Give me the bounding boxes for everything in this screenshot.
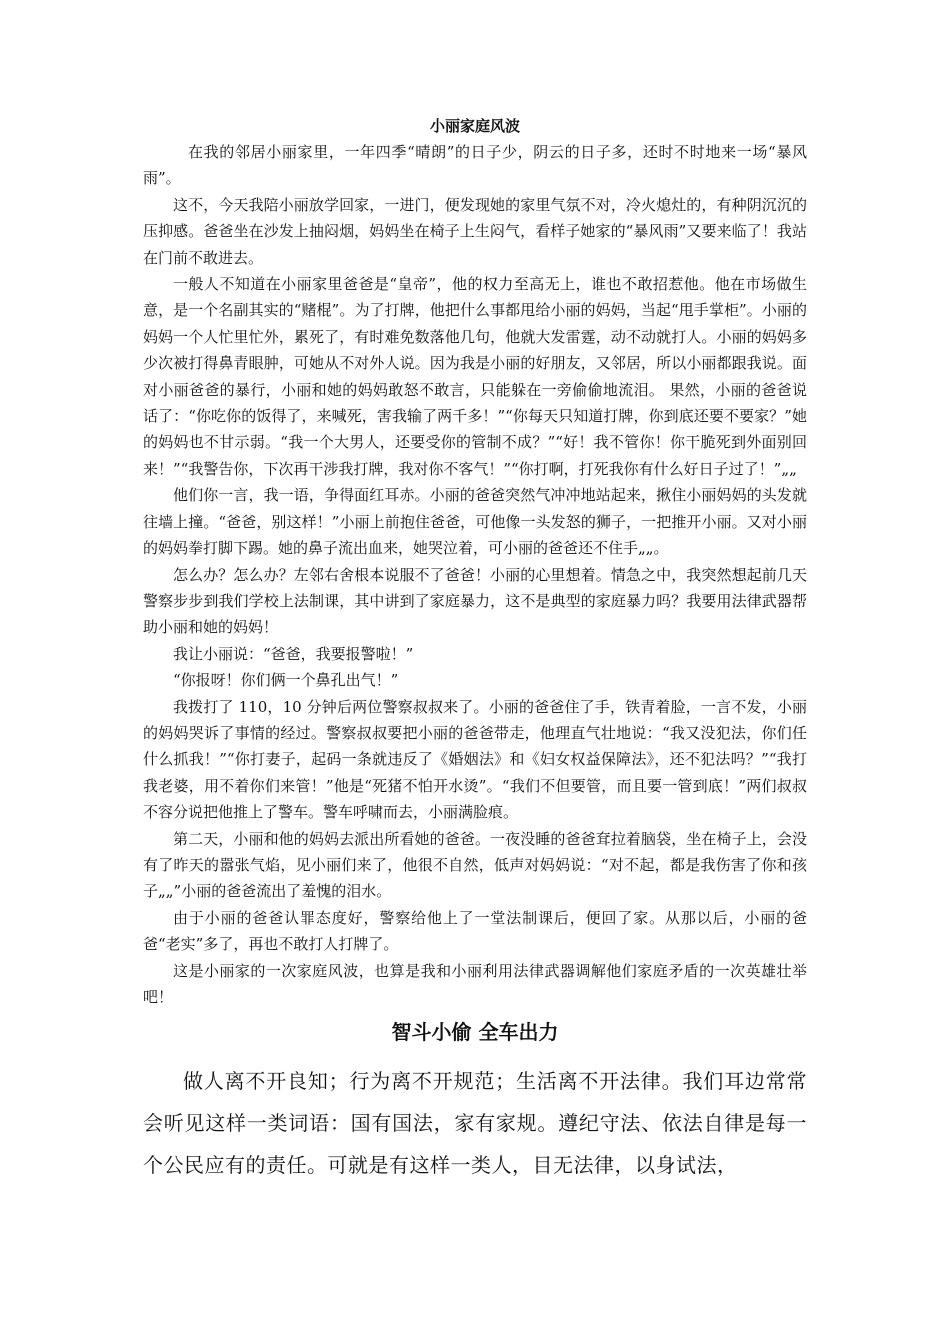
story1-paragraph: 这不，今天我陪小丽放学回家，一进门，便发现她的家里气氛不对，冷火熄灶的，有种阴沉沉的压抑感。爸爸坐在沙发上抽闷烟，妈妈坐在椅子上生闷气，看样子她家的“暴风雨”又要来临了！我站在门前不敢进去。 [143, 195, 807, 267]
story1-paragraph: 怎么办？怎么办？左邻右舍根本说服不了爸爸！小丽的心里想着。情急之中，我突然想起前几天警察步步到我们学校上法制课，其中讲到了家庭暴力，这不是典型的家庭暴力吗？我要用法律武器帮助小丽和她的妈妈！ [143, 565, 807, 637]
story2-paragraph: 做人离不开良知；行为离不开规范；生活离不开法律。我们耳边常常会听见这样一类词语：国有国法，家有家规。遵纪守法、依法自律是每一个公民应有的责任。可就是有这样一类人，目无法律，以身试法， [143, 1069, 807, 1178]
story1-paragraph: 我让小丽说：“爸爸，我要报警啦！” [173, 644, 414, 663]
story1-paragraph: 这是小丽家的一次家庭风波，也算是我和小丽利用法律武器调解他们家庭矛盾的一次英雄壮举吧！ [143, 961, 807, 1006]
story1-paragraph: 第二天，小丽和他的妈妈去派出所看她的爸爸。一夜没睡的爸爸耷拉着脑袋，坐在椅子上，会没有了昨天的嚣张气焰，见小丽们来了，他很不自然，低声对妈妈说：“对不起，都是我伤害了你和孩子„„”小丽的爸爸流出了羞愧的泪水。 [143, 829, 807, 901]
story1-paragraph: “你报呀！你们俩一个鼻孔出气！” [173, 671, 399, 690]
story1-title: 小丽家庭风波 [429, 117, 520, 135]
story1-paragraph: 我拨打了 110，10 分钟后两位警察叔叔来了。小丽的爸爸住了手，铁青着脸，一言不发，小丽的妈妈哭诉了事情的经过。警察叔叔要把小丽的爸爸带走，他理直气壮地说：“我又没犯法，你们任什么抓我！”“你打妻子，起码一条就违反了《婚姻法》和《妇女权益保障法》，还不犯法吗？”“我打我老婆，用不着你们来管！”他是“死猪不怕开水烫”。“我们不但要管，而且要一管到底！”两们叔叔不容分说把他推上了警车。警车呼啸而去，小丽满脸痕。 [143, 697, 807, 822]
document-page [143, 113, 807, 1186]
story2-title: 智斗小偷 全车出力 [391, 1020, 559, 1045]
story1-paragraph: 由于小丽的爸爸认罪态度好，警察给他上了一堂法制课后，便回了家。从那以后，小丽的爸爸“老实”多了，再也不敢打人打牌了。 [143, 908, 807, 954]
story1-paragraph: 一般人不知道在小丽家里爸爸是“皇帝”，他的权力至高无上，谁也不敢招惹他。他在市场做生意，是一个名副其实的“赌棍”。为了打牌，他把什么事都甩给小丽的妈妈，当起“甩手掌柜”。小丽的妈妈一个人忙里忙外，累死了，有时难免数落他几句，他就大发雷霆，动不动就打人。小丽的妈妈多少次被打得鼻青眼肿，可她从不对外人说。因为我是小丽的好朋友，又邻居，所以小丽都跟我说。面对小丽爸爸的暴行，小丽和她的妈妈敢怒不敢言，只能躲在一旁偷偷地流泪。 果然，小丽的爸爸说话了：“你吃你的饭得了，来喊死，害我输了两千多！”“你每天只知道打牌，你到底还要不要家？”她的妈妈也不甘示弱。“我一个大男人，还要受你的管制不成？”“好！我不管你！你干脆死到外面别回来！”“我警告你，下次再干涉我打牌，我对你不客气！”“你打啊，打死我你有什么好日子过了！”„„ [143, 275, 807, 478]
story1-paragraph: 他们你一言，我一语，争得面红耳赤。小丽的爸爸突然气冲冲地站起来，揪住小丽妈妈的头发就往墙上撞。“爸爸，别这样！”小丽上前抱住爸爸，可他像一头发怒的狮子，一把推开小丽。又对小丽的妈妈拳打脚下踢。她的鼻子流出血来，她哭泣着，可小丽的爸爸还不住手„„。 [143, 486, 807, 558]
story1-paragraph: 在我的邻居小丽家里，一年四季“晴朗”的日子少，阴云的日子多，还时不时地来一场“暴风雨”。 [143, 143, 807, 188]
